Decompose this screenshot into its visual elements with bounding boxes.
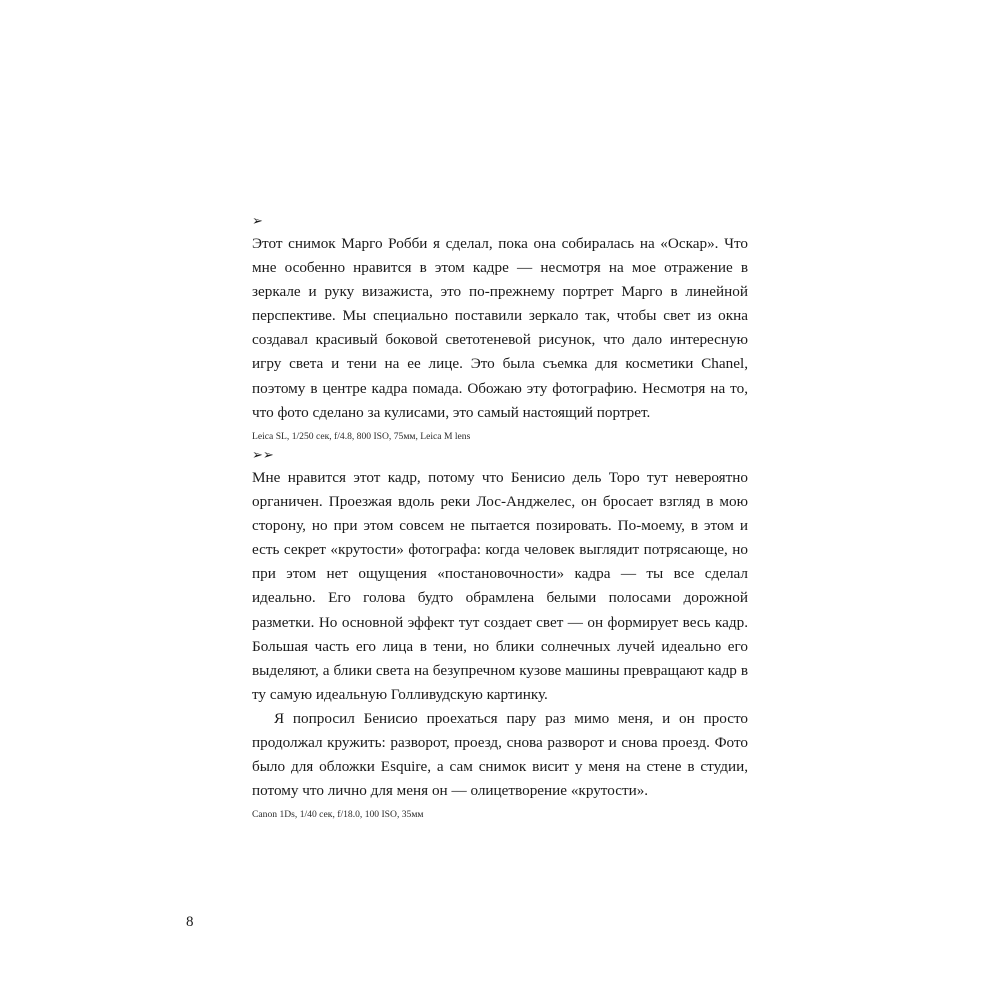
arrow-marker-icon: ➢ (252, 214, 263, 229)
photo-caption: Leica SL, 1/250 сек, f/4.8, 800 ISO, 75мм, Leica M lens (252, 430, 471, 442)
text-block-2 (252, 446, 748, 822)
paragraph: Я попросил Бенисио проехаться пару раз мимо меня, и он просто продолжал кружить: разворот, проезд, снова разворот и снова проезд. Фото было для обложки Esquire, а сам снимок висит у меня на стене в студии, потому что лично для меня он — олицетворение «крутости». (252, 709, 748, 800)
paragraph: Мне нравится этот кадр, потому что Бенисио дель Торо тут невероятно органичен. Проезжая вдоль реки Лос-Анджелес, он бросает взгляд в мою сторону, но при этом совсем не пытается позировать. По-моему, в этом и есть секрет «крутости» фотографа: когда человек выглядит потрясающе, но при этом нет ощущения «постановочности» кадра — ты все сделал идеально. Его голова будто обрамлена белыми полосами дорожной разметки. Но основной эффект тут создает свет — он формирует весь кадр. Большая часть его лица в тени, но блики солнечных лучей идеально его выделяют, а блики света на безупречном кузове машины превращают кадр в ту самую идеальную Голливудскую картинку. (252, 469, 748, 703)
paragraph: Этот снимок Марго Робби я сделал, пока она собиралась на «Оскар». Что мне особенно нравится в этом кадре — несмотря на мое отражение в зеркале и руку визажиста, это по-прежнему портрет Марго в линейной перспективе. Мы специально поставили зеркало так, чтобы свет из окна создавал красивый боковой светотеневой рисунок, что дало интересную игру света и тени на ее лице. Это была съемка для косметики Chanel, поэтому в центре кадра помада. Обожаю эту фотографию. Несмотря на то, что фото сделано за кулисами, это самый настоящий портрет. (252, 235, 748, 421)
double-arrow-marker-icon: ➢➢ (252, 448, 274, 463)
page-number: 8 (186, 914, 194, 930)
text-block-1 (252, 212, 748, 444)
photo-caption: Canon 1Ds, 1/40 сек, f/18.0, 100 ISO, 35мм (252, 809, 424, 821)
